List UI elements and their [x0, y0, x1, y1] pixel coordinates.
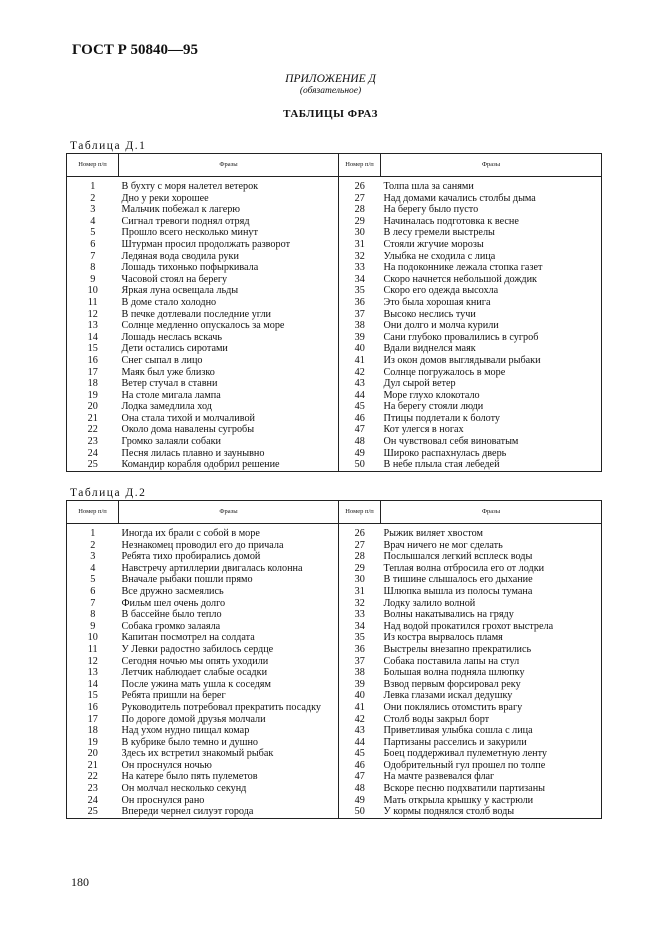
phrase-cell: Солнце медленно опускалось за море — [119, 320, 339, 332]
phrase-cell: Он проснулся ночью — [119, 760, 339, 772]
row-number: 24 — [67, 448, 119, 460]
row-number: 18 — [67, 725, 119, 737]
row-number: 41 — [339, 702, 381, 714]
row-number: 42 — [339, 367, 381, 379]
row-number: 23 — [67, 436, 119, 448]
table-row — [67, 551, 602, 563]
phrase-cell: Стояли жгучие морозы — [381, 239, 602, 251]
table-row — [67, 378, 602, 390]
phrase-cell: Волны накатывались на гряду — [381, 609, 602, 621]
row-number: 40 — [339, 343, 381, 355]
phrase-cell: Собака поставила лапы на стул — [381, 656, 602, 668]
phrase-cell: Над домами качались столбы дыма — [381, 193, 602, 205]
phrase-cell: Вдали виднелся маяк — [381, 343, 602, 355]
phrase-cell: Лодку залило волной — [381, 598, 602, 610]
phrase-cell: Партизаны расселись и закурили — [381, 737, 602, 749]
phrase-cell: По дороге домой друзья молчали — [119, 714, 339, 726]
phrase-cell: В лесу гремели выстрелы — [381, 227, 602, 239]
row-number: 34 — [339, 274, 381, 286]
row-number: 16 — [67, 702, 119, 714]
phrase-cell: Навстречу артиллерии двигалась колонна — [119, 563, 339, 575]
table-row — [67, 251, 602, 263]
phrase-cell: Вначале рыбаки пошли прямо — [119, 574, 339, 586]
row-number: 4 — [67, 216, 119, 228]
phrase-cell: Дул сырой ветер — [381, 378, 602, 390]
table-row — [67, 795, 602, 807]
phrase-cell: Они долго и молча курили — [381, 320, 602, 332]
table-row — [67, 679, 602, 691]
phrase-cell: Вскоре песню подхватили партизаны — [381, 783, 602, 795]
page-number: 180 — [71, 875, 89, 889]
row-number: 50 — [339, 459, 381, 471]
phrase-cell: В кубрике было темно и душно — [119, 737, 339, 749]
phrase-cell: Она стала тихой и молчаливой — [119, 413, 339, 425]
phrase-cell: Море глухо клокотало — [381, 390, 602, 402]
row-number: 9 — [67, 621, 119, 633]
row-number: 11 — [67, 644, 119, 656]
row-number: 2 — [67, 193, 119, 205]
table-row — [67, 227, 602, 239]
phrase-cell: Фильм шел очень долго — [119, 598, 339, 610]
table-row — [67, 181, 602, 193]
phrase-cell: В бухту с моря налетел ветерок — [119, 181, 339, 193]
row-number: 17 — [67, 367, 119, 379]
phrase-cell: Громко залаяли собаки — [119, 436, 339, 448]
phrase-cell: Ребята тихо пробирались домой — [119, 551, 339, 563]
table1-caption: Таблица Д.1 — [70, 140, 147, 152]
phrase-cell: Дно у реки хорошее — [119, 193, 339, 205]
phrase-cell: На столе мигала лампа — [119, 390, 339, 402]
phrase-cell: Ветер стучал в ставни — [119, 378, 339, 390]
row-number: 28 — [339, 204, 381, 216]
table-row — [67, 690, 602, 702]
phrase-cell: Над водой прокатился грохот выстрела — [381, 621, 602, 633]
phrase-cell: Капитан посмотрел на солдата — [119, 632, 339, 644]
row-number: 13 — [67, 667, 119, 679]
phrase-cell: Ледяная вода сводила руки — [119, 251, 339, 263]
row-number: 29 — [339, 216, 381, 228]
table-row — [67, 598, 602, 610]
row-number: 3 — [67, 204, 119, 216]
column-header-number: Номер п/п — [67, 154, 119, 177]
row-number: 39 — [339, 679, 381, 691]
phrase-cell: На берегу стояли люди — [381, 401, 602, 413]
phrase-cell: Сани глубоко провалились в сугроб — [381, 332, 602, 344]
row-number: 19 — [67, 737, 119, 749]
table-row — [67, 459, 602, 471]
row-number: 49 — [339, 448, 381, 460]
table-row — [67, 632, 602, 644]
row-number: 18 — [67, 378, 119, 390]
phrase-cell: Часовой стоял на берегу — [119, 274, 339, 286]
row-number: 20 — [67, 748, 119, 760]
phrase-cell: Прошло всего несколько минут — [119, 227, 339, 239]
phrase-cell: Мать открыла крышку у кастрюли — [381, 795, 602, 807]
column-header-phrases: Фразы — [119, 154, 339, 177]
table-row — [67, 748, 602, 760]
phrase-cell: Птицы подлетали к болоту — [381, 413, 602, 425]
row-number: 36 — [339, 297, 381, 309]
row-number: 33 — [339, 609, 381, 621]
phrase-cell: У Левки радостно забилось сердце — [119, 644, 339, 656]
row-number: 30 — [339, 227, 381, 239]
phrase-cell: У кормы поднялся столб воды — [381, 806, 602, 818]
table-row — [67, 355, 602, 367]
table-row — [67, 332, 602, 344]
phrase-cell: Песня лилась плавно и заунывно — [119, 448, 339, 460]
phrase-cell: Здесь их встретил знакомый рыбак — [119, 748, 339, 760]
appendix-title: ПРИЛОЖЕНИЕ Д — [285, 73, 376, 85]
table-row — [67, 424, 602, 436]
row-number: 50 — [339, 806, 381, 818]
row-number: 38 — [339, 667, 381, 679]
phrase-cell: Большая волна подняла шлюпку — [381, 667, 602, 679]
phrase-cell: На мачте развевался флаг — [381, 771, 602, 783]
table-row — [67, 586, 602, 598]
row-number: 14 — [67, 679, 119, 691]
table-row — [67, 274, 602, 286]
phrase-cell: Лодка замедлила ход — [119, 401, 339, 413]
row-number: 25 — [67, 459, 119, 471]
row-number: 43 — [339, 378, 381, 390]
row-number: 31 — [339, 586, 381, 598]
phrase-cell: Ребята пришли на берег — [119, 690, 339, 702]
phrase-cell: Снег сыпал в лицо — [119, 355, 339, 367]
row-number: 35 — [339, 285, 381, 297]
phrase-cell: Мальчик побежал к лагерю — [119, 204, 339, 216]
table-row — [67, 737, 602, 749]
row-number: 39 — [339, 332, 381, 344]
row-number: 22 — [67, 771, 119, 783]
phrase-cell: Широко распахнулась дверь — [381, 448, 602, 460]
table-row — [67, 320, 602, 332]
table-row — [67, 528, 602, 540]
phrase-cell: Лошадь тихонько пофыркивала — [119, 262, 339, 274]
phrase-cell: Приветливая улыбка сошла с лица — [381, 725, 602, 737]
table-row — [67, 563, 602, 575]
table-row — [67, 656, 602, 668]
phrase-cell: Шлюпка вышла из полосы тумана — [381, 586, 602, 598]
table-row — [67, 343, 602, 355]
row-number: 21 — [67, 760, 119, 772]
row-number: 6 — [67, 586, 119, 598]
table-row — [67, 390, 602, 402]
phrase-cell: Летчик наблюдает слабые осадки — [119, 667, 339, 679]
phrase-cell: Послышался легкий всплеск воды — [381, 551, 602, 563]
row-number: 31 — [339, 239, 381, 251]
row-number: 38 — [339, 320, 381, 332]
row-number: 16 — [67, 355, 119, 367]
row-number: 44 — [339, 390, 381, 402]
section-title: ТАБЛИЦЫ ФРАЗ — [283, 108, 378, 120]
table-row — [67, 806, 602, 818]
phrase-cell: Скоро начнется небольшой дождик — [381, 274, 602, 286]
phrase-cell: Из костра вырвалось пламя — [381, 632, 602, 644]
row-number: 43 — [339, 725, 381, 737]
phrase-cell: В бассейне было тепло — [119, 609, 339, 621]
phrase-cell: Над ухом нудно пищал комар — [119, 725, 339, 737]
phrase-cell: Толпа шла за санями — [381, 181, 602, 193]
phrase-cell: Теплая волна отбросила его от лодки — [381, 563, 602, 575]
row-number: 13 — [67, 320, 119, 332]
phrase-cell: Взвод первым форсировал реку — [381, 679, 602, 691]
phrase-cell: Выстрелы внезапно прекратились — [381, 644, 602, 656]
row-number: 10 — [67, 632, 119, 644]
row-number: 48 — [339, 436, 381, 448]
row-number: 12 — [67, 309, 119, 321]
row-number: 35 — [339, 632, 381, 644]
table-row — [67, 725, 602, 737]
row-number: 15 — [67, 343, 119, 355]
row-number: 8 — [67, 609, 119, 621]
phrase-cell: Все дружно засмеялись — [119, 586, 339, 598]
table-row — [67, 285, 602, 297]
phrase-table-2 — [66, 500, 602, 819]
document-header: ГОСТ Р 50840—95 — [72, 42, 199, 58]
row-number: 34 — [339, 621, 381, 633]
row-number: 7 — [67, 251, 119, 263]
phrase-cell: Левка глазами искал дедушку — [381, 690, 602, 702]
row-number: 6 — [67, 239, 119, 251]
phrase-cell: Рыжик виляет хвостом — [381, 528, 602, 540]
table-row — [67, 367, 602, 379]
row-number: 2 — [67, 540, 119, 552]
row-number: 4 — [67, 563, 119, 575]
table-row — [67, 309, 602, 321]
row-number: 42 — [339, 714, 381, 726]
phrase-cell: Лошадь неслась вскачь — [119, 332, 339, 344]
appendix-subtitle: (обязательное) — [299, 86, 362, 96]
phrase-cell: Впереди чернел силуэт города — [119, 806, 339, 818]
column-header-phrases: Фразы — [381, 154, 602, 177]
row-number: 26 — [339, 181, 381, 193]
column-header-phrases: Фразы — [119, 501, 339, 524]
row-number: 23 — [67, 783, 119, 795]
table-row — [67, 771, 602, 783]
row-number: 5 — [67, 574, 119, 586]
row-number: 32 — [339, 251, 381, 263]
row-number: 40 — [339, 690, 381, 702]
table-row — [67, 783, 602, 795]
row-number: 46 — [339, 413, 381, 425]
phrase-cell: На подоконнике лежала стопка газет — [381, 262, 602, 274]
phrase-cell: Штурман просил продолжать разворот — [119, 239, 339, 251]
row-number: 14 — [67, 332, 119, 344]
phrase-cell: В печке дотлевали последние угли — [119, 309, 339, 321]
phrase-cell: После ужина мать ушла к соседям — [119, 679, 339, 691]
row-number: 37 — [339, 656, 381, 668]
phrase-cell: Командир корабля одобрил решение — [119, 459, 339, 471]
phrase-cell: Скоро его одежда высохла — [381, 285, 602, 297]
row-number: 37 — [339, 309, 381, 321]
phrase-cell: В небе плыла стая лебедей — [381, 459, 602, 471]
phrase-cell: Столб воды закрыл борт — [381, 714, 602, 726]
phrase-cell: Высоко неслись тучи — [381, 309, 602, 321]
row-number: 3 — [67, 551, 119, 563]
row-number: 30 — [339, 574, 381, 586]
table2-caption: Таблица Д.2 — [70, 487, 147, 499]
column-header-number: Номер п/п — [67, 501, 119, 524]
phrase-cell: Врач ничего не мог сделать — [381, 540, 602, 552]
table-row — [67, 216, 602, 228]
phrase-cell: Они поклялись отомстить врагу — [381, 702, 602, 714]
row-number: 5 — [67, 227, 119, 239]
phrase-cell: Сегодня ночью мы опять уходили — [119, 656, 339, 668]
table-row — [67, 413, 602, 425]
phrase-cell: Начиналась подготовка к весне — [381, 216, 602, 228]
row-number: 32 — [339, 598, 381, 610]
row-number: 41 — [339, 355, 381, 367]
phrase-cell: Солнце погружалось в море — [381, 367, 602, 379]
column-header-number: Номер п/п — [339, 154, 381, 177]
phrase-cell: На берегу было пусто — [381, 204, 602, 216]
row-number: 36 — [339, 644, 381, 656]
phrase-cell: Из окон домов выглядывали рыбаки — [381, 355, 602, 367]
row-number: 12 — [67, 656, 119, 668]
phrase-cell: Он чувствовал себя виноватым — [381, 436, 602, 448]
phrase-cell: Незнакомец проводил его до причала — [119, 540, 339, 552]
table-row — [67, 297, 602, 309]
row-number: 15 — [67, 690, 119, 702]
table-row — [67, 448, 602, 460]
row-number: 26 — [339, 528, 381, 540]
phrase-cell: Иногда их брали с собой в море — [119, 528, 339, 540]
row-number: 33 — [339, 262, 381, 274]
row-number: 49 — [339, 795, 381, 807]
table-row — [67, 760, 602, 772]
table-row — [67, 204, 602, 216]
phrase-cell: Боец поддерживал пулеметную ленту — [381, 748, 602, 760]
row-number: 19 — [67, 390, 119, 402]
phrase-cell: Сигнал тревоги поднял отряд — [119, 216, 339, 228]
phrase-cell: Он молчал несколько секунд — [119, 783, 339, 795]
row-number: 44 — [339, 737, 381, 749]
phrase-cell: Улыбка не сходила с лица — [381, 251, 602, 263]
phrase-cell: На катере было пять пулеметов — [119, 771, 339, 783]
table-row — [67, 702, 602, 714]
row-number: 27 — [339, 540, 381, 552]
table-row — [67, 239, 602, 251]
row-number: 8 — [67, 262, 119, 274]
phrase-cell: Около дома навалены сугробы — [119, 424, 339, 436]
phrase-table-1 — [66, 153, 602, 472]
row-number: 10 — [67, 285, 119, 297]
column-header-number: Номер п/п — [339, 501, 381, 524]
table-row — [67, 401, 602, 413]
table-row — [67, 609, 602, 621]
row-number: 47 — [339, 771, 381, 783]
row-number: 48 — [339, 783, 381, 795]
phrase-cell: Маяк был уже близко — [119, 367, 339, 379]
column-header-phrases: Фразы — [381, 501, 602, 524]
table-row — [67, 436, 602, 448]
table-row — [67, 667, 602, 679]
table-row — [67, 621, 602, 633]
phrase-cell: Это была хорошая книга — [381, 297, 602, 309]
row-number: 28 — [339, 551, 381, 563]
row-number: 45 — [339, 401, 381, 413]
row-number: 20 — [67, 401, 119, 413]
row-number: 22 — [67, 424, 119, 436]
row-number: 24 — [67, 795, 119, 807]
phrase-cell: Яркая луна освещала льды — [119, 285, 339, 297]
phrase-cell: Дети остались сиротами — [119, 343, 339, 355]
row-number: 46 — [339, 760, 381, 772]
row-number: 21 — [67, 413, 119, 425]
row-number: 29 — [339, 563, 381, 575]
table-row — [67, 644, 602, 656]
row-number: 27 — [339, 193, 381, 205]
row-number: 7 — [67, 598, 119, 610]
phrase-cell: Кот улегся в ногах — [381, 424, 602, 436]
phrase-cell: Он проснулся рано — [119, 795, 339, 807]
table-row — [67, 714, 602, 726]
phrase-cell: В тишине слышалось его дыхание — [381, 574, 602, 586]
row-number: 9 — [67, 274, 119, 286]
row-number: 17 — [67, 714, 119, 726]
table-row — [67, 540, 602, 552]
table-row — [67, 574, 602, 586]
row-number: 1 — [67, 181, 119, 193]
row-number: 47 — [339, 424, 381, 436]
phrase-cell: Собака громко залаяла — [119, 621, 339, 633]
phrase-cell: Одобрительный гул прошел по толпе — [381, 760, 602, 772]
row-number: 11 — [67, 297, 119, 309]
table-row — [67, 193, 602, 205]
row-number: 45 — [339, 748, 381, 760]
row-number: 1 — [67, 528, 119, 540]
row-number: 25 — [67, 806, 119, 818]
phrase-cell: В доме стало холодно — [119, 297, 339, 309]
table-row — [67, 262, 602, 274]
phrase-cell: Руководитель потребовал прекратить посадку — [119, 702, 339, 714]
